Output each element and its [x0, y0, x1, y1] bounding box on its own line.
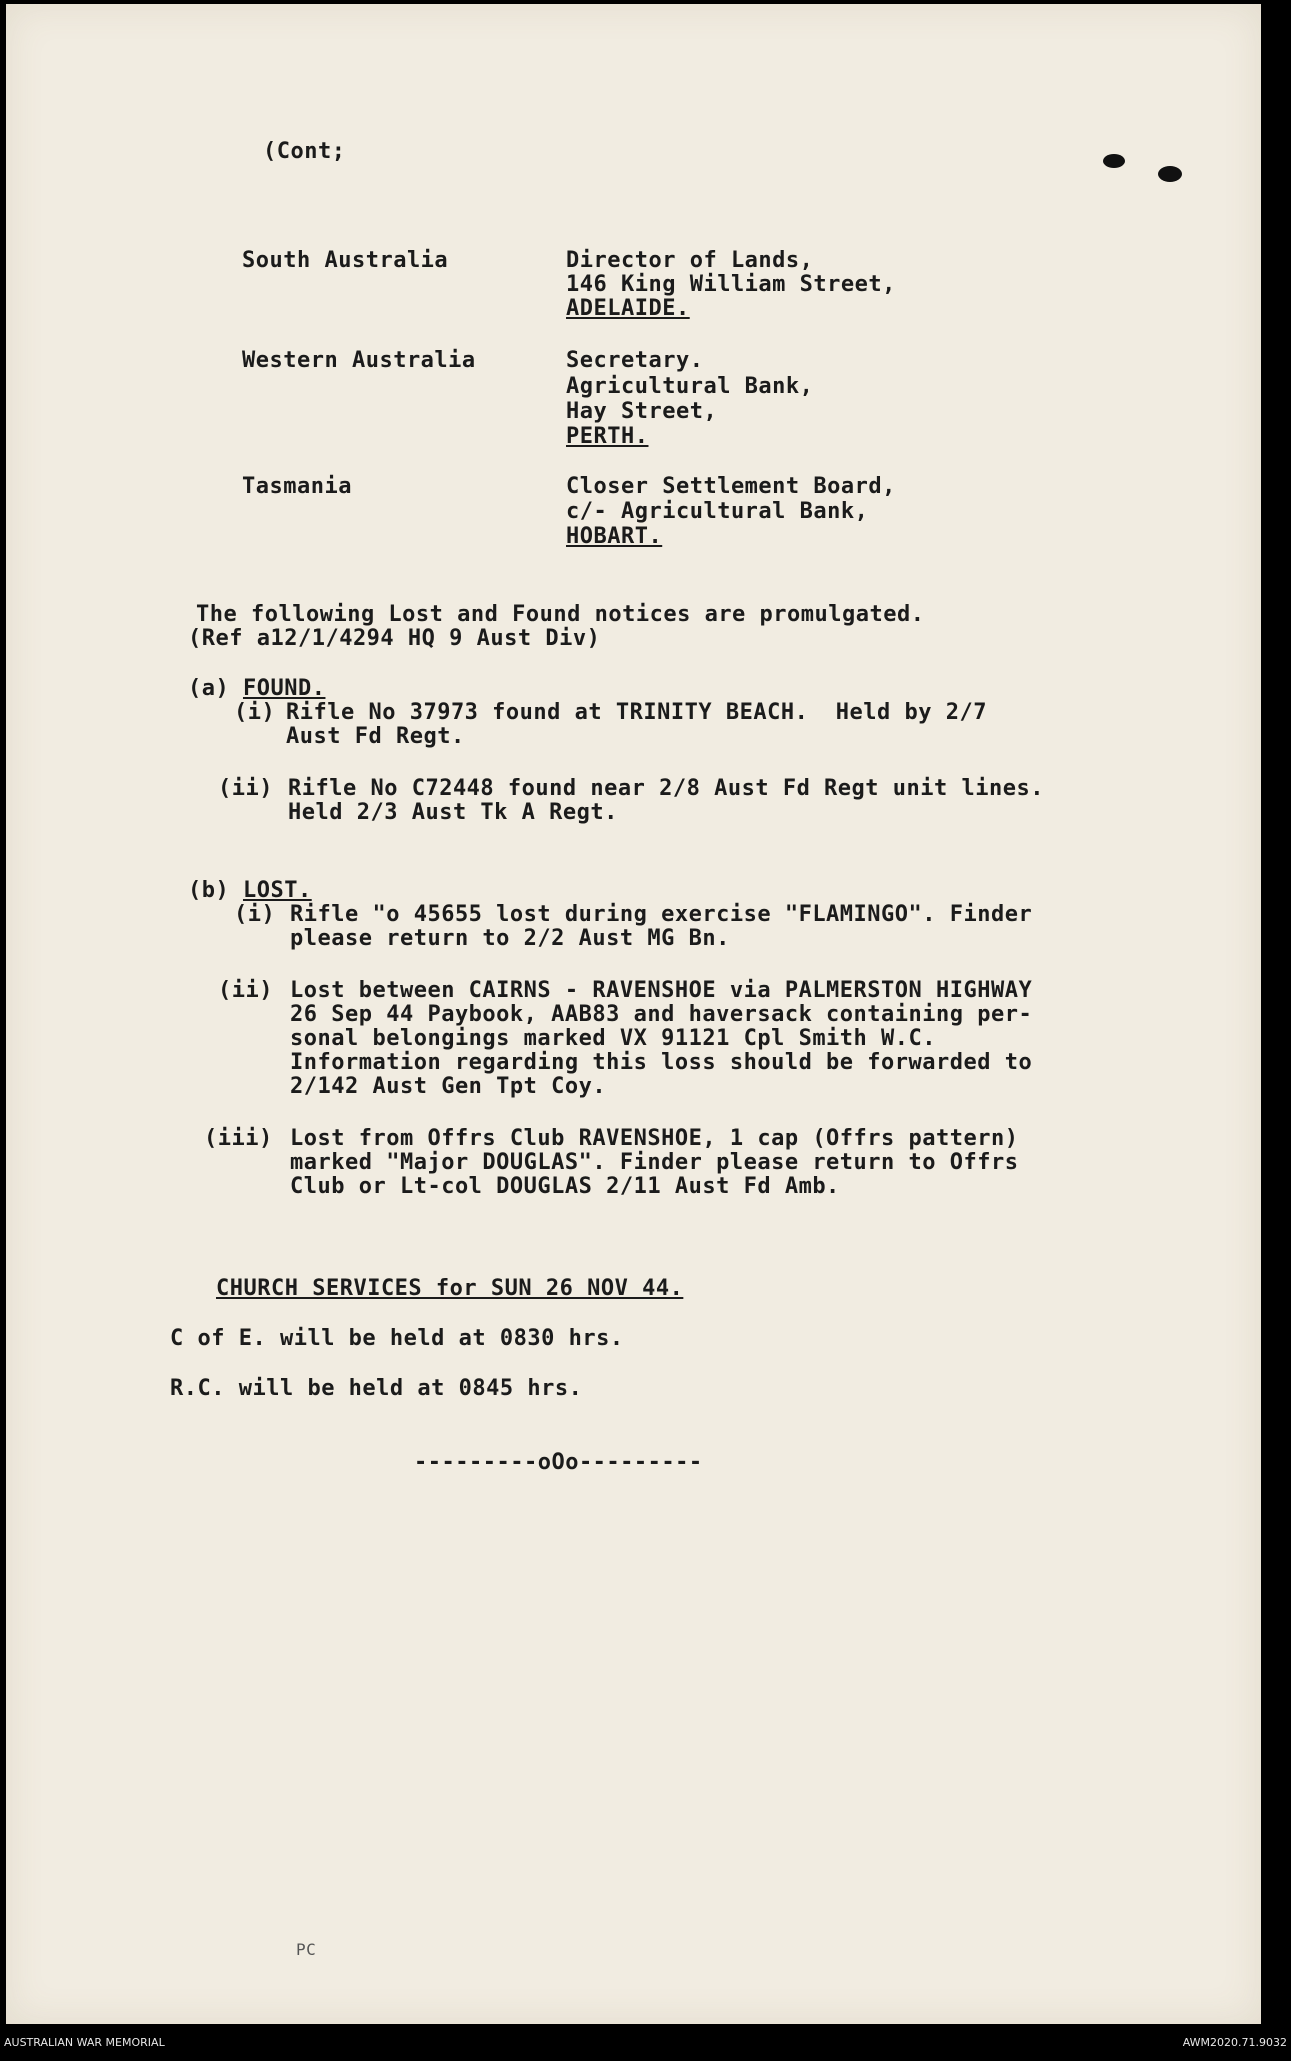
- lost-item-line: 26 Sep 44 Paybook, AAB83 and haversack containing per-: [290, 1002, 1033, 1027]
- punch-hole: [1103, 154, 1125, 168]
- continued-mark: (Cont;: [263, 139, 346, 164]
- lost-item-line: Lost from Offrs Club RAVENSHOE, 1 cap (Offrs pattern): [290, 1126, 1019, 1151]
- punch-hole: [1158, 166, 1182, 182]
- address-line: Agricultural Bank,: [566, 374, 814, 399]
- found-heading-prefix: (a): [188, 676, 243, 701]
- found-heading-label: FOUND.: [242, 676, 326, 701]
- document-page: [6, 4, 1261, 2024]
- found-item-number: (ii): [218, 776, 273, 801]
- footer-left: AUSTRALIAN WAR MEMORIAL: [4, 2036, 165, 2049]
- lost-heading-prefix: (b): [188, 878, 243, 903]
- lost-item-line: Rifle "o 45655 lost during exercise "FLAMINGO". Finder: [290, 902, 1033, 927]
- section-divider: ---------oOo---------: [414, 1450, 703, 1475]
- state-western-australia: Western Australia: [242, 348, 476, 373]
- address-line: Hay Street,: [566, 399, 718, 424]
- address-city: HOBART.: [566, 524, 663, 549]
- lost-item-line: Lost between CAIRNS - RAVENSHOE via PALMERSTON HIGHWAY: [290, 978, 1033, 1003]
- found-item-line: Aust Fd Regt.: [286, 724, 465, 749]
- found-heading: [188, 676, 325, 701]
- lost-heading: [188, 878, 312, 903]
- lost-item-number: (ii): [218, 978, 273, 1003]
- lost-item-line: Club or Lt-col DOUGLAS 2/11 Aust Fd Amb.: [290, 1174, 840, 1199]
- lost-found-ref: (Ref a12/1/4294 HQ 9 Aust Div): [188, 626, 601, 651]
- church-line: C of E. will be held at 0830 hrs.: [170, 1326, 624, 1351]
- lost-item-line: sonal belongings marked VX 91121 Cpl Smith W.C.: [290, 1026, 937, 1051]
- church-line: R.C. will be held at 0845 hrs.: [170, 1376, 583, 1401]
- address-city: ADELAIDE.: [566, 296, 690, 321]
- found-item-line: Rifle No C72448 found near 2/8 Aust Fd Regt unit lines.: [288, 776, 1044, 801]
- address-line: c/- Agricultural Bank,: [566, 499, 869, 524]
- address-city: PERTH.: [566, 424, 649, 449]
- address-line: 146 King William Street,: [566, 272, 896, 297]
- address-line: Director of Lands,: [566, 248, 814, 273]
- lost-item-number: (iii): [204, 1126, 273, 1151]
- lost-item-line: please return to 2/2 Aust MG Bn.: [290, 926, 730, 951]
- lost-item-number: (i): [234, 902, 276, 927]
- footer-right: AWM2020.71.9032: [1182, 2036, 1287, 2049]
- church-heading: CHURCH SERVICES for SUN 26 NOV 44.: [216, 1276, 684, 1301]
- lost-heading-label: LOST.: [242, 878, 312, 903]
- address-line: Secretary.: [566, 348, 704, 373]
- found-item-line: Held 2/3 Aust Tk A Regt.: [288, 800, 618, 825]
- state-south-australia: South Australia: [242, 248, 449, 273]
- lost-item-line: Information regarding this loss should be forwarded to: [290, 1050, 1033, 1075]
- state-tasmania: Tasmania: [242, 474, 352, 499]
- lost-item-line: 2/142 Aust Gen Tpt Coy.: [290, 1074, 607, 1099]
- page-mark: PC: [296, 1940, 317, 1959]
- found-item-line: Rifle No 37973 found at TRINITY BEACH. Held by 2/7: [286, 700, 988, 725]
- lost-item-line: marked "Major DOUGLAS". Finder please return to Offrs: [290, 1150, 1019, 1175]
- lost-found-intro: The following Lost and Found notices are promulgated.: [196, 602, 925, 627]
- found-item-number: (i): [234, 700, 276, 725]
- address-line: Closer Settlement Board,: [566, 474, 896, 499]
